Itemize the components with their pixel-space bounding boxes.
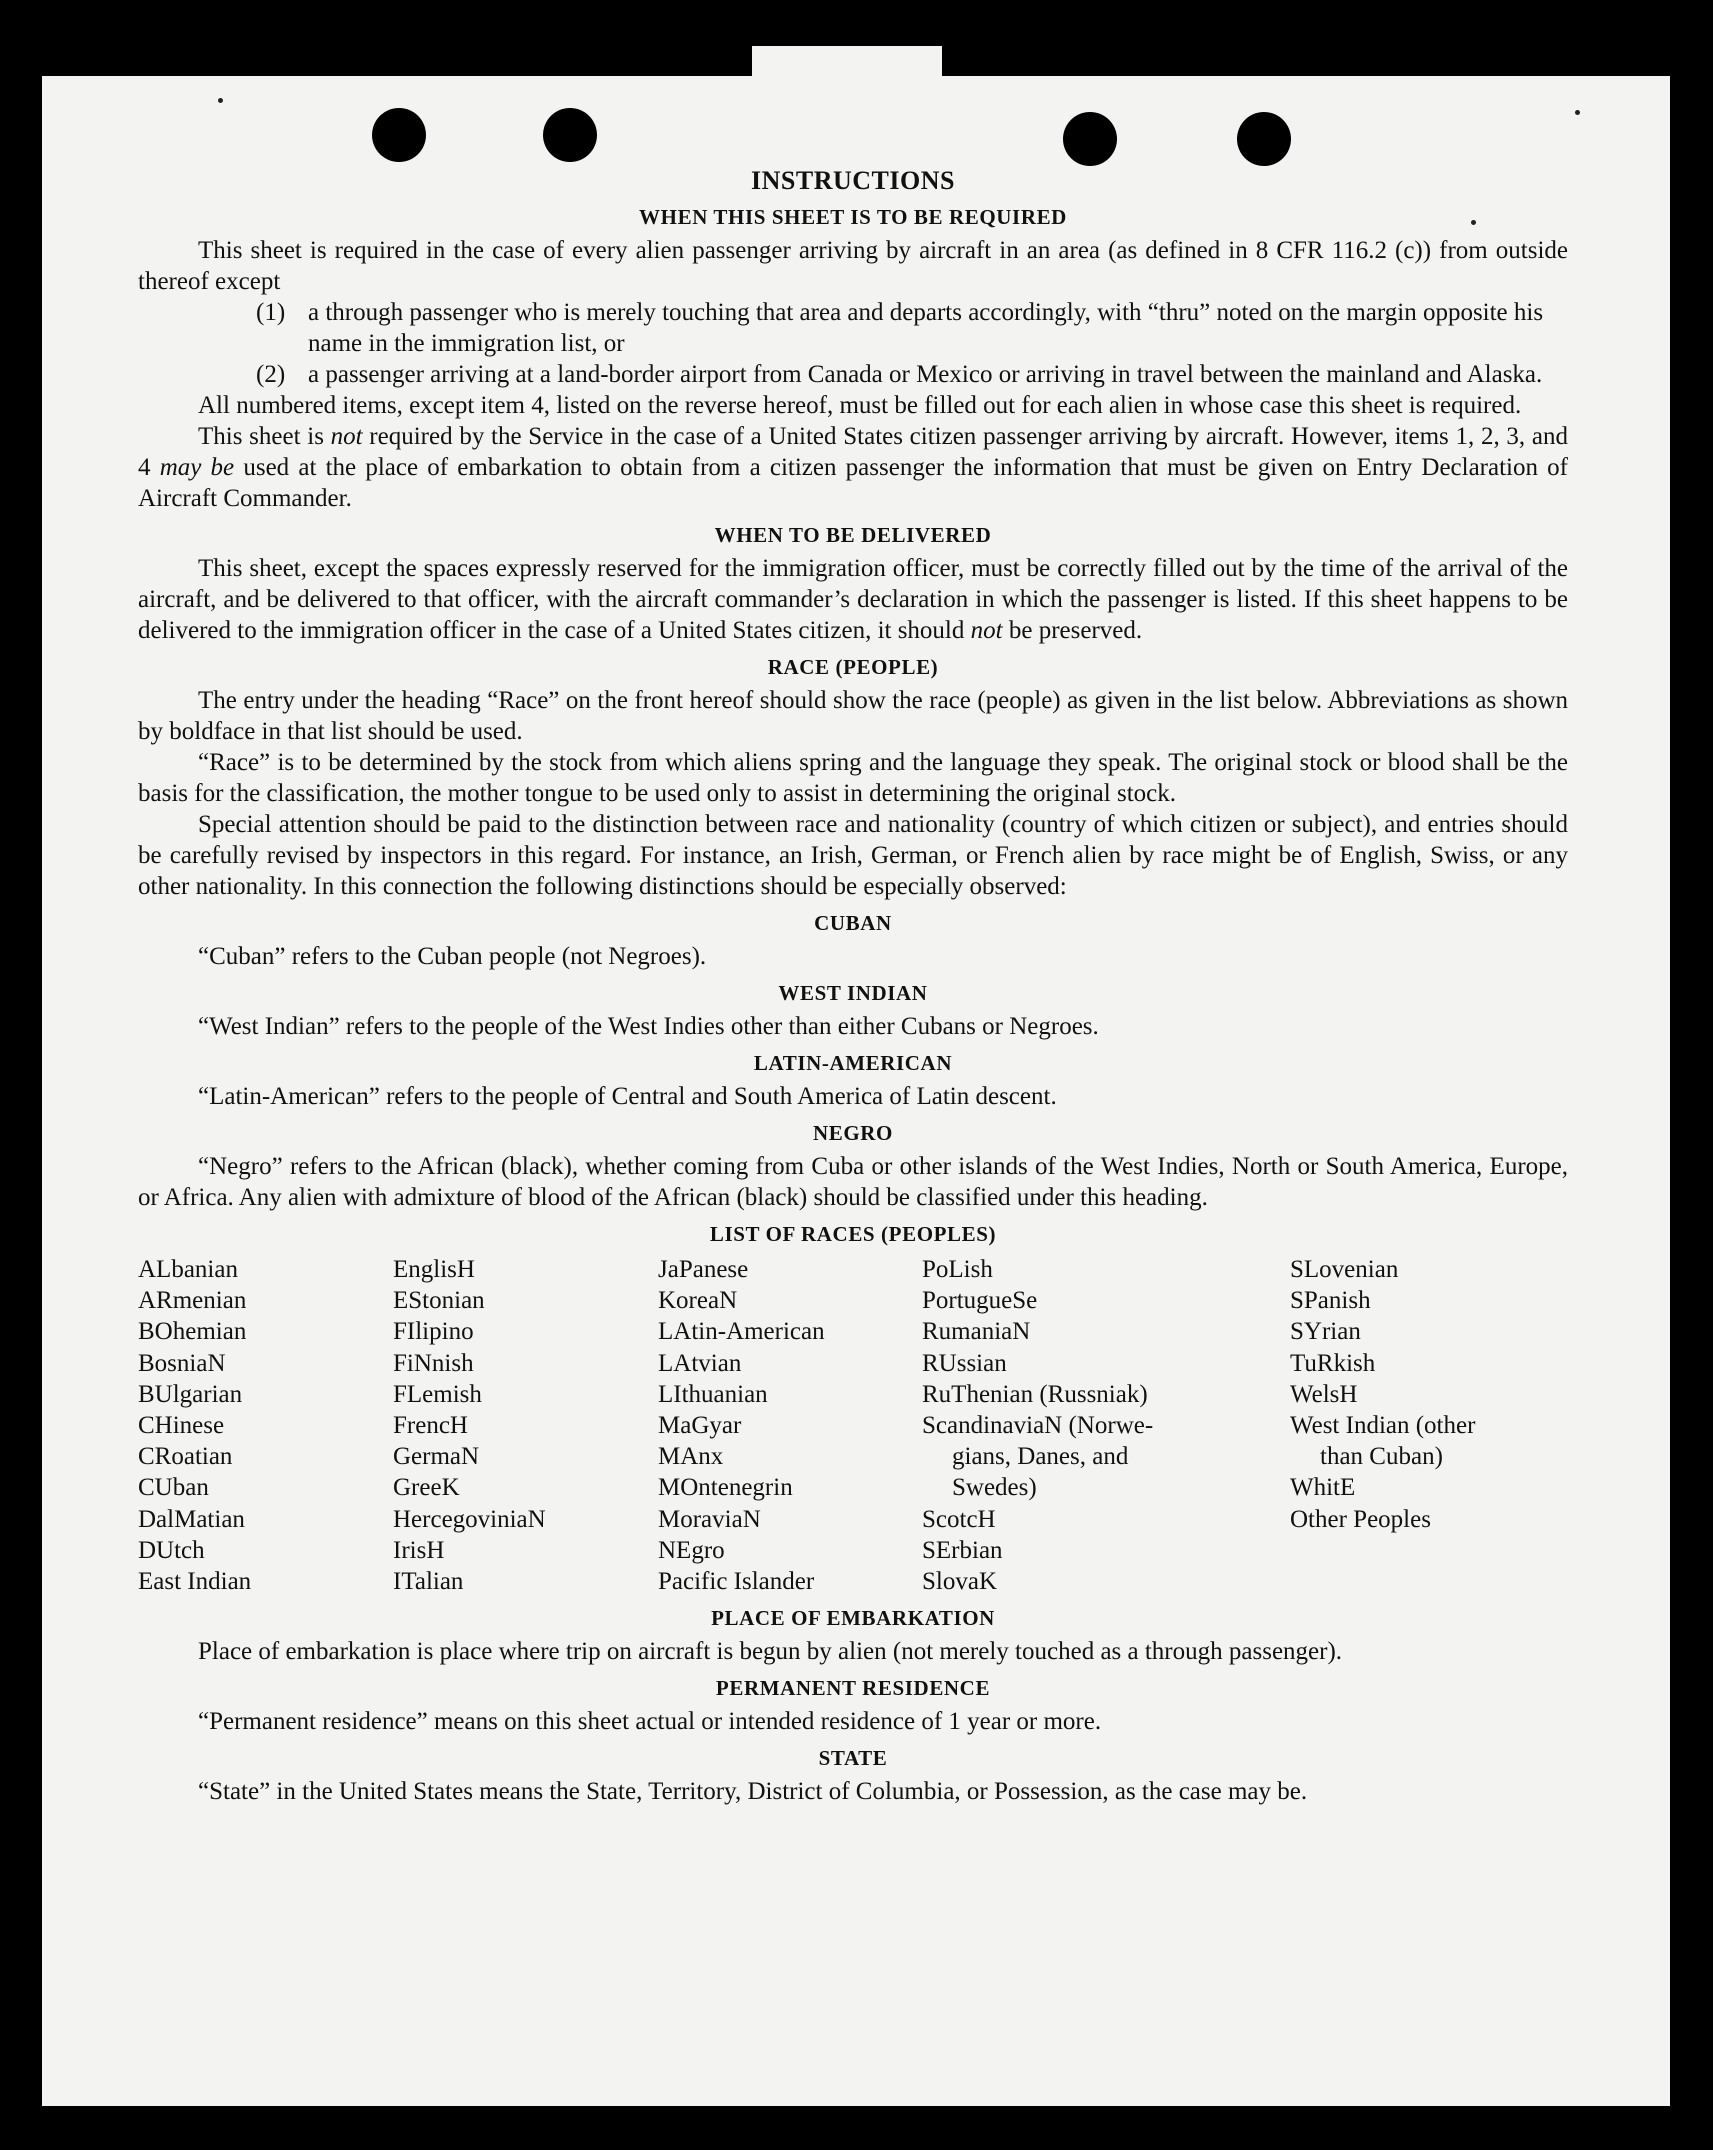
list-item: IrisH <box>393 1536 445 1564</box>
list-item: GreeK <box>393 1474 460 1502</box>
paragraph: Special attention should be paid to the distinction between race and nationality (country of which citizen or subject), and entries should be carefully revised by inspectors in this regard. For instance, an Irish, German, or French alien by race might be of English, Swiss, or any other nationality. In this connection the following distinctions should be especially observed: <box>138 811 1568 900</box>
list-item: NEgro <box>658 1536 725 1564</box>
heading-embarkation: PLACE OF EMBARKATION <box>711 1606 995 1631</box>
paragraph: This sheet is required in the case of every alien passenger arriving by aircraft in an area (as defined in 8 CFR 116.2 (c)) from outside thereof except <box>138 237 1568 295</box>
list-item: JaPanese <box>658 1256 749 1283</box>
races-list <box>138 1254 1568 1597</box>
list-item: WelsH <box>1290 1380 1358 1408</box>
list-item: BosniaN <box>138 1349 226 1377</box>
list-item: East Indian <box>138 1568 252 1596</box>
list-item: KoreaN <box>658 1287 738 1315</box>
list-item: LAtin-American <box>658 1318 825 1346</box>
list-item: ScotcH <box>922 1505 996 1533</box>
list-item: ALbanian <box>138 1256 238 1283</box>
sheet-tab <box>752 46 942 82</box>
list-item: WhitE <box>1290 1474 1356 1502</box>
paragraph: “Negro” refers to the African (black), whether coming from Cuba or other islands of the West Indies, North or South America, Europe, or Africa. Any alien with admixture of blood of the African (black) should be classified under this heading. <box>138 1153 1568 1211</box>
paragraph: “Cuban” refers to the Cuban people (not Negroes). <box>198 943 707 970</box>
speck <box>218 98 223 103</box>
list-item: PoLish <box>922 1256 993 1283</box>
list-item: FIlipino <box>393 1318 474 1346</box>
punch-hole <box>372 108 426 162</box>
list-item: SPanish <box>1290 1287 1371 1315</box>
heading-cuban: CUBAN <box>814 911 892 935</box>
page-title: INSTRUCTIONS <box>751 166 955 195</box>
paragraph: Place of embarkation is place where trip on aircraft is begun by alien (not merely touched as a through passenger). <box>198 1638 1343 1666</box>
paragraph: All numbered items, except item 4, listed on the reverse hereof, must be filled out for each alien in whose case this sheet is required. <box>198 392 1522 419</box>
list-item: RuThenian (Russniak) <box>922 1380 1148 1408</box>
list-item: DalMatian <box>138 1505 245 1533</box>
list-item: FLemish <box>393 1380 482 1408</box>
text-run: used at the place of embarkation to obtain from a citizen passenger the information that must be given on Entry Declaration of Aircraft Commander. <box>138 454 1569 512</box>
list-item: GermaN <box>393 1443 480 1471</box>
heading-state: STATE <box>818 1746 888 1771</box>
list-item: EStonian <box>393 1287 485 1315</box>
punch-hole <box>543 108 597 162</box>
paragraph: “Latin-American” refers to the people of Central and South America of Latin descent. <box>198 1083 1057 1110</box>
list-item: FrencH <box>393 1412 468 1440</box>
list-item: Other Peoples <box>1290 1505 1431 1533</box>
races-column-1 <box>138 1254 393 1597</box>
list-item: SlovaK <box>922 1568 997 1596</box>
item-number: (1) <box>256 299 286 326</box>
text-run: be preserved. <box>1002 617 1143 644</box>
list-item <box>138 359 1568 390</box>
list-item: RUssian <box>922 1349 1007 1377</box>
paragraph: “West Indian” refers to the people of the West Indies other than either Cubans or Negroes. <box>198 1013 1099 1040</box>
emphasis: not <box>330 423 363 450</box>
list-item: Pacific Islander <box>658 1568 815 1596</box>
heading-races-list: LIST OF RACES (PEOPLES) <box>709 1222 997 1246</box>
speck <box>1575 110 1580 115</box>
races-column-2 <box>393 1254 658 1597</box>
list-item: SLovenian <box>1290 1256 1399 1283</box>
list-item: MaGyar <box>658 1412 742 1440</box>
list-item: SYrian <box>1290 1318 1361 1346</box>
list-item: FiNnish <box>393 1349 474 1377</box>
list-item: than Cuban) <box>1320 1443 1443 1471</box>
paragraph: “Permanent residence” means on this sheet actual or intended residence of 1 year or more. <box>198 1708 1102 1736</box>
punch-hole <box>1237 112 1291 166</box>
text-run: required by the Service in the case of a United States citizen passenger arriving by aircraft. However, items 1, 2, 3, and 4 <box>138 423 1568 481</box>
heading-required: WHEN THIS SHEET IS TO BE REQUIRED <box>639 205 1067 229</box>
paragraph <box>138 553 1568 646</box>
list-item: SErbian <box>922 1536 1003 1564</box>
punch-hole <box>1063 112 1117 166</box>
list-item: Swedes) <box>952 1474 1037 1502</box>
heading-west-indian: WEST INDIAN <box>778 981 928 1005</box>
list-item: TuRkish <box>1290 1349 1376 1377</box>
heading-residence: PERMANENT RESIDENCE <box>715 1676 991 1701</box>
list-item: ARmenian <box>138 1287 247 1315</box>
list-item: gians, Danes, and <box>952 1443 1129 1471</box>
list-item: PortugueSe <box>922 1287 1038 1315</box>
item-text: a passenger arriving at a land-border airport from Canada or Mexico or arriving in travel between the mainland and Alaska. <box>308 361 1543 388</box>
list-item: BUlgarian <box>138 1380 243 1408</box>
list-item: MAnx <box>658 1443 724 1471</box>
item-text: a through passenger who is merely touching that area and departs accordingly, with “thru” noted on the margin opposite his name in the immigration list, or <box>308 299 1544 357</box>
heading-negro: NEGRO <box>812 1121 893 1145</box>
paragraph <box>138 421 1568 514</box>
text-run: This sheet is <box>198 423 331 450</box>
list-item: ITalian <box>393 1568 464 1596</box>
heading-delivered: WHEN TO BE DELIVERED <box>714 523 992 547</box>
list-item: LIthuanian <box>658 1380 768 1408</box>
paragraph: The entry under the heading “Race” on the front hereof should show the race (people) as given in the list below. Abbreviations as shown by boldface in that list should be used. <box>138 687 1568 745</box>
list-item: HercegoviniaN <box>393 1505 546 1533</box>
list-item: BOhemian <box>138 1318 247 1346</box>
list-item: RumaniaN <box>922 1318 1031 1346</box>
list-item: CRoatian <box>138 1443 233 1471</box>
item-number: (2) <box>256 361 286 388</box>
paragraph: “State” in the United States means the State, Territory, District of Columbia, or Possession, as the case may be. <box>198 1778 1308 1806</box>
instructions-content <box>138 165 1568 1807</box>
list-item: MoraviaN <box>658 1505 761 1533</box>
list-item: West Indian (other <box>1290 1412 1476 1440</box>
emphasis: may be <box>159 454 235 481</box>
list-item: CUban <box>138 1474 209 1502</box>
list-item: LAtvian <box>658 1349 742 1377</box>
list-item: EnglisH <box>393 1256 475 1283</box>
paragraph: “Race” is to be determined by the stock from which aliens spring and the language they speak. The original stock or blood shall be the basis for the classification, the mother tongue to be used only to assist in determining the original stock. <box>138 749 1568 807</box>
list-item: DUtch <box>138 1536 205 1564</box>
heading-race: RACE (PEOPLE) <box>767 655 939 679</box>
text-run: This sheet, except the spaces expressly reserved for the immigration officer, must be correctly filled out by the time of the arrival of the aircraft, and be delivered to that officer, with the aircraft commander’s declaration in which the passenger is listed. If this sheet happens to be delivered to the immigration officer in the case of a United States citizen, it should <box>138 555 1568 644</box>
races-column-5 <box>1290 1254 1568 1597</box>
list-item: ScandinaviaN (Norwe- <box>922 1412 1154 1440</box>
list-item: MOntenegrin <box>658 1474 793 1502</box>
list-item <box>138 297 1568 359</box>
emphasis: not <box>970 617 1003 644</box>
heading-latin-american: LATIN-AMERICAN <box>753 1051 953 1075</box>
list-item: CHinese <box>138 1412 225 1440</box>
races-column-3 <box>658 1254 922 1597</box>
races-column-4 <box>922 1254 1290 1597</box>
